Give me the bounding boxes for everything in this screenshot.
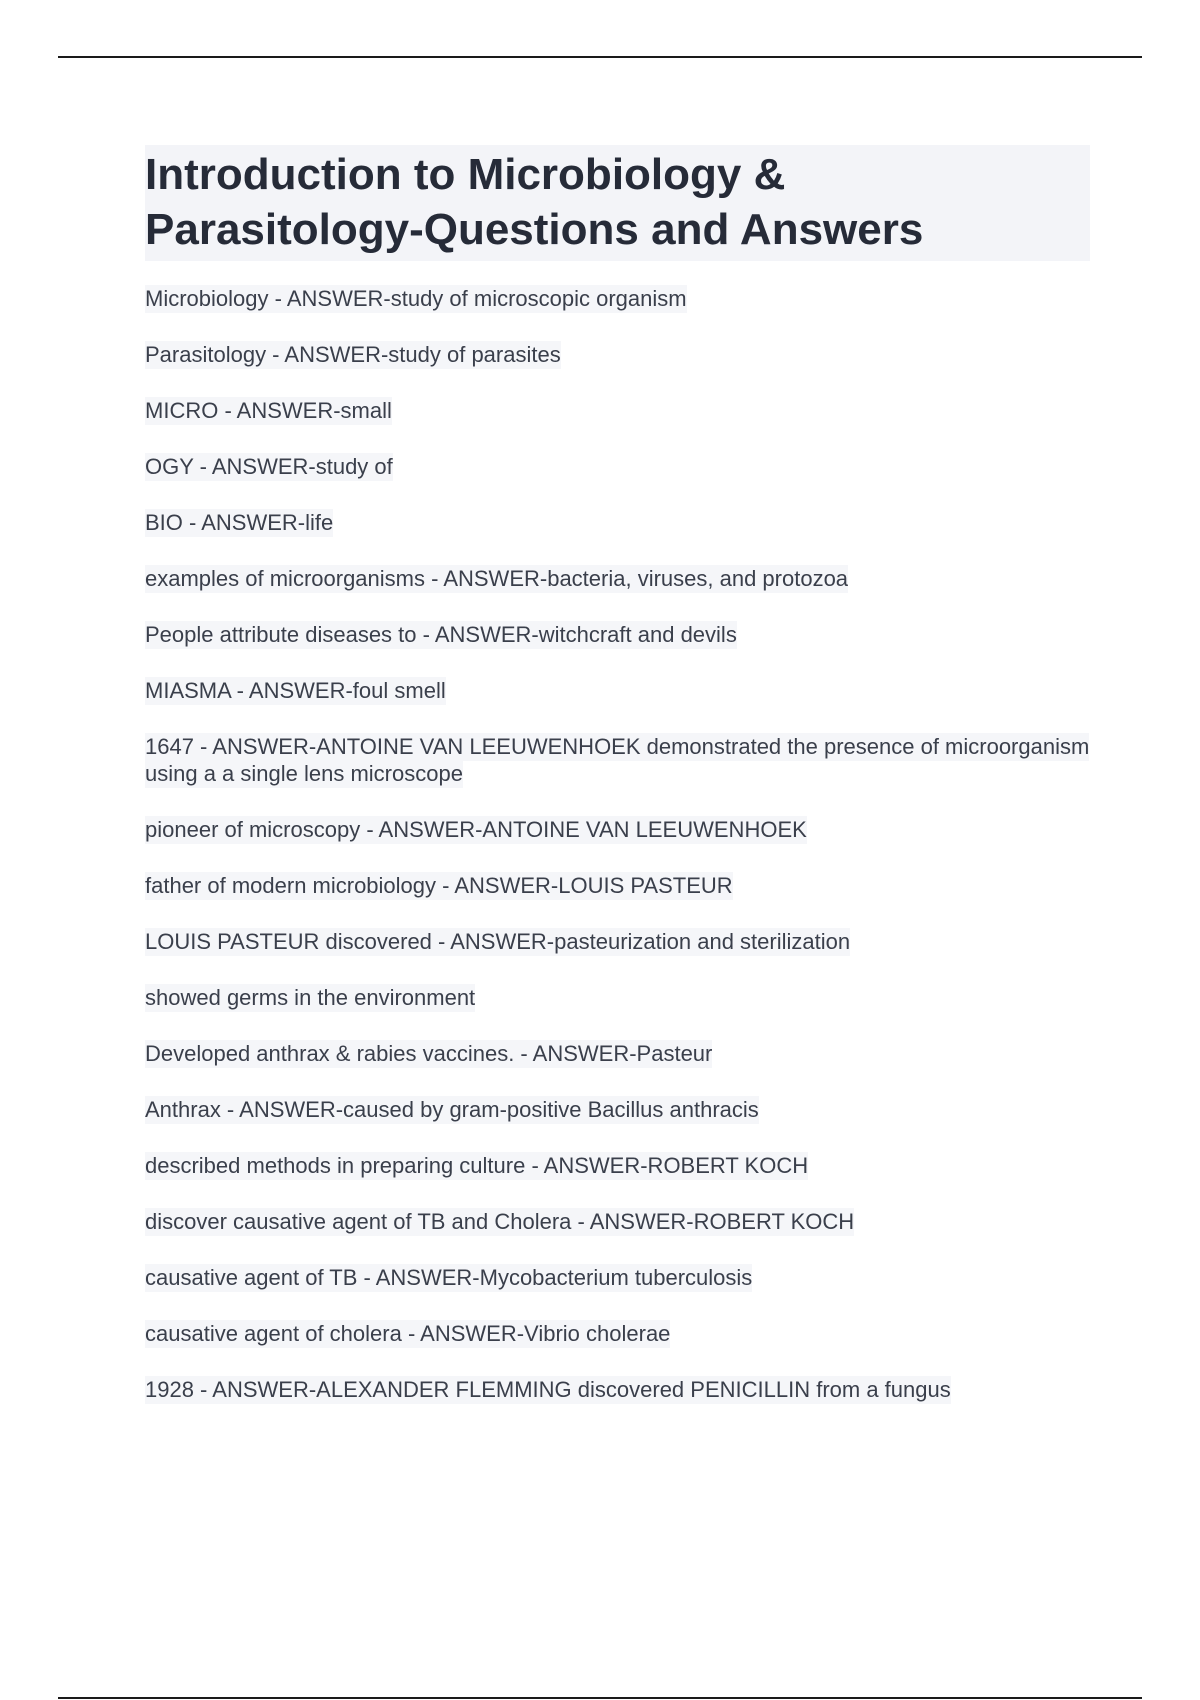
qa-item-examples <box>145 565 1090 592</box>
qa-item-cholera <box>145 1320 1090 1347</box>
qa-item-vaccines <box>145 1040 1090 1067</box>
qa-item-tb <box>145 1264 1090 1291</box>
title-line-1: Introduction to Microbiology & <box>145 150 786 199</box>
qa-text: LOUIS PASTEUR discovered - ANSWER-pasteurization and sterilization <box>145 929 851 954</box>
qa-text: MIASMA - ANSWER-foul smell <box>145 678 446 703</box>
qa-item-miasma <box>145 677 1090 704</box>
qa-item-germs <box>145 984 1090 1011</box>
qa-item-people-attribute <box>145 621 1090 648</box>
qa-item-pasteur-discovered <box>145 928 1090 955</box>
qa-item-1928 <box>145 1376 1090 1403</box>
qa-text: MICRO - ANSWER-small <box>145 398 392 423</box>
qa-text: discover causative agent of TB and Cholera - ANSWER-ROBERT KOCH <box>145 1209 855 1234</box>
qa-text: OGY - ANSWER-study of <box>145 454 393 479</box>
document-body <box>145 145 1090 1432</box>
qa-text: 1928 - ANSWER-ALEXANDER FLEMMING discovered PENICILLIN from a fungus <box>145 1377 951 1402</box>
qa-list <box>145 285 1090 1403</box>
qa-item-1647 <box>145 733 1090 787</box>
qa-text: Developed anthrax & rabies vaccines. - ANSWER-Pasteur <box>145 1041 713 1066</box>
qa-text: described methods in preparing culture - ANSWER-ROBERT KOCH <box>145 1153 809 1178</box>
qa-item-father <box>145 872 1090 899</box>
qa-item-ogy <box>145 453 1090 480</box>
qa-item-microbiology <box>145 285 1090 312</box>
document-title <box>145 145 1090 261</box>
qa-item-bio <box>145 509 1090 536</box>
qa-text: father of modern microbiology - ANSWER-LOUIS PASTEUR <box>145 873 733 898</box>
qa-text: Parasitology - ANSWER-study of parasites <box>145 342 561 367</box>
qa-text: Anthrax - ANSWER-caused by gram-positive Bacillus anthracis <box>145 1097 759 1122</box>
qa-item-parasitology <box>145 341 1090 368</box>
qa-text: People attribute diseases to - ANSWER-witchcraft and devils <box>145 622 737 647</box>
qa-item-culture <box>145 1152 1090 1179</box>
qa-text: pioneer of microscopy - ANSWER-ANTOINE VAN LEEUWENHOEK <box>145 817 807 842</box>
qa-text: 1647 - ANSWER-ANTOINE VAN LEEUWENHOEK demonstrated the presence of microorganism using a a single lens microscope <box>145 734 1090 786</box>
qa-text: causative agent of cholera - ANSWER-Vibrio cholerae <box>145 1321 671 1346</box>
qa-item-micro <box>145 397 1090 424</box>
qa-text: examples of microorganisms - ANSWER-bacteria, viruses, and protozoa <box>145 566 849 591</box>
qa-text: Microbiology - ANSWER-study of microscopic organism <box>145 286 687 311</box>
qa-item-anthrax <box>145 1096 1090 1123</box>
bottom-rule <box>58 1697 1142 1699</box>
top-rule <box>58 56 1142 58</box>
title-line-2: Parasitology-Questions and Answers <box>145 205 924 254</box>
qa-text: BIO - ANSWER-life <box>145 510 334 535</box>
qa-item-tb-cholera <box>145 1208 1090 1235</box>
qa-item-pioneer <box>145 816 1090 843</box>
qa-text: showed germs in the environment <box>145 985 476 1010</box>
qa-text: causative agent of TB - ANSWER-Mycobacterium tuberculosis <box>145 1265 753 1290</box>
